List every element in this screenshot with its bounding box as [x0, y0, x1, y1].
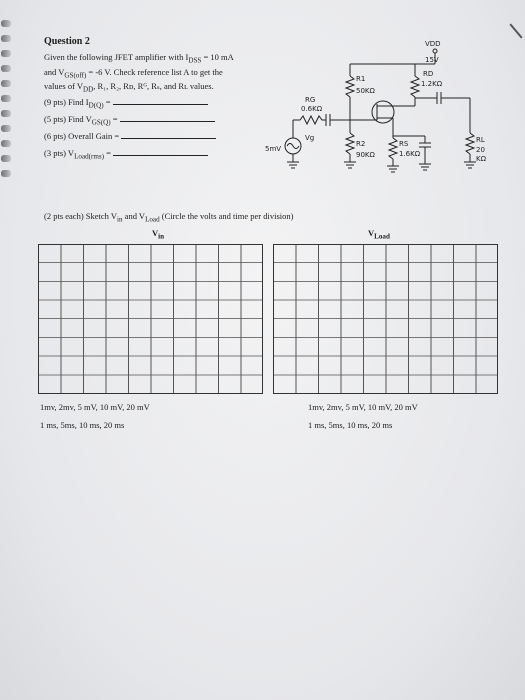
rs-label: RS	[399, 140, 409, 148]
r1-label: R1	[356, 75, 366, 83]
vload-time-options[interactable]: 1 ms, 5ms, 10 ms, 20 ms	[308, 420, 393, 430]
vload-sketch-grid[interactable]	[273, 244, 498, 394]
vdd-value: 15V	[425, 56, 439, 64]
question-title: Question 2	[44, 36, 90, 47]
rl-unit: KΩ	[476, 155, 486, 163]
rl-label: RL	[476, 136, 485, 144]
question-vload: (3 pts) $V_{Load(rms)}$ =	[44, 147, 208, 161]
answer-line-gain[interactable]	[121, 130, 216, 139]
question-idq: (9 pts) Find $I_{D(Q)}$ =	[44, 96, 208, 110]
question-gain: (6 pts) Overall Gain =	[44, 130, 216, 144]
vin-graph-label: $V_{in}$	[152, 228, 165, 241]
r2-value: 90KΩ	[356, 151, 375, 159]
jfet-amplifier-schematic	[265, 20, 495, 195]
vin-volts-options[interactable]: 1mv, 2mv, 5 mV, 10 mV, 20 mV	[40, 402, 150, 412]
rs-value: 1.6KΩ	[399, 150, 421, 158]
rg-label: RG	[305, 96, 316, 104]
rd-label: RD	[423, 70, 434, 78]
vload-volts-options[interactable]: 1mv, 2mv, 5 mV, 10 mV, 20 mV	[308, 402, 418, 412]
binder-rings	[0, 20, 14, 240]
question-vgsq: (5 pts) Find $V_{GS(Q)}$ =	[44, 113, 215, 127]
r1-value: 50KΩ	[356, 87, 375, 95]
vin-sketch-grid[interactable]	[38, 244, 263, 394]
source-value: 5mV	[265, 145, 282, 153]
sketch-instructions: (2 pts each) Sketch $V_{in}$ and $V_{Load}$ (Circle the volts and time per division)	[44, 211, 294, 224]
answer-line-vgsq[interactable]	[120, 113, 215, 122]
problem-statement: Given the following JFET amplifier with $I_{DSS} = 10$ mA and $V_{GS(off)} = -6$ V. Check reference list A to get the values of $V_{DD}$, R₁, R₂, Rᴅ, Rᴳ, Rₛ, and Rʟ values.	[44, 52, 234, 95]
vdd-label: VDD	[425, 40, 441, 48]
rl-value: 20	[476, 146, 485, 154]
vload-graph-label: $V_{Load}$	[368, 228, 390, 241]
pen-mark	[509, 23, 522, 38]
answer-line-vload[interactable]	[113, 147, 208, 156]
answer-line-idq[interactable]	[113, 96, 208, 105]
r2-label: R2	[356, 140, 366, 148]
vg-label: Vg	[305, 134, 315, 142]
rd-value: 1.2KΩ	[421, 80, 443, 88]
rg-value: 0.6KΩ	[301, 105, 323, 113]
vin-time-options[interactable]: 1 ms, 5ms, 10 ms, 20 ms	[40, 420, 125, 430]
